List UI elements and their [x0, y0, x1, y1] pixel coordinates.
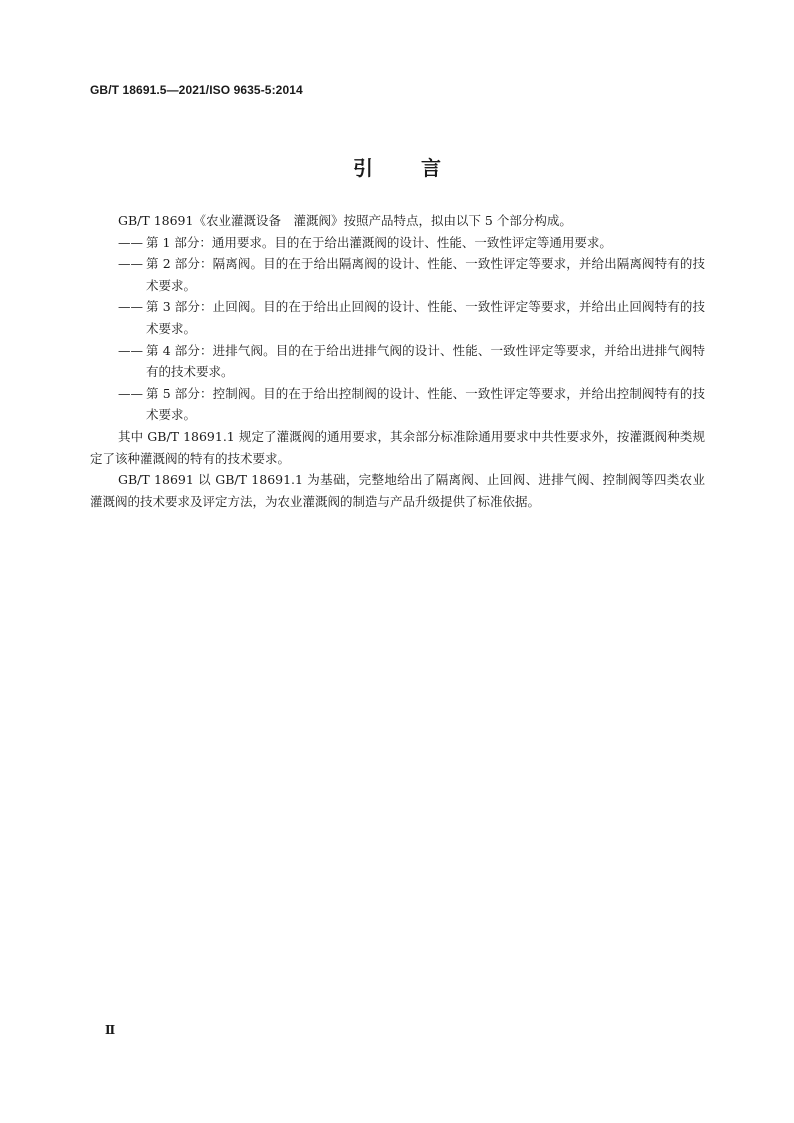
body-paragraph-3: GB/T 18691 以 GB/T 18691.1 为基础，完整地给出了隔离阀、止回阀、进排气阀、控制阀等四类农业灌溉阀的技术要求及评定方法，为农业灌溉阀的制造与产品升级提供了标准依据。: [90, 472, 705, 509]
document-body: [90, 210, 705, 512]
list-item-part-1: [90, 232, 705, 254]
list-dash: ——: [118, 256, 143, 272]
intro-paragraph: GB/T 18691《农业灌溉设备 灌溉阀》按照产品特点，拟由以下 5 个部分构成。: [118, 213, 572, 228]
list-dash: ——: [118, 385, 143, 401]
list-item-text: 第 3 部分：止回阀。目的在于给出止回阀的设计、性能、一致性评定等要求，并给出止回阀特有的技术要求。: [146, 299, 705, 336]
list-item-part-4: [90, 340, 705, 383]
list-item-text: 第 4 部分：进排气阀。目的在于给出进排气阀的设计、性能、一致性评定等要求，并给出进排气阀特有的技术要求。: [146, 342, 705, 380]
page-number: Ⅱ: [105, 1023, 116, 1037]
standard-number: GB/T 18691.5—2021/ISO 9635-5:2014: [90, 83, 303, 97]
list-dash: ——: [118, 299, 143, 315]
list-item-part-2: [90, 253, 705, 296]
list-item-text: 第 2 部分：隔离阀。目的在于给出隔离阀的设计、性能、一致性评定等要求，并给出隔离阀特有的技术要求。: [146, 256, 705, 293]
list-dash: ——: [118, 342, 143, 358]
list-dash: ——: [118, 234, 143, 250]
body-paragraph-2: 其中 GB/T 18691.1 规定了灌溉阀的通用要求，其余部分标准除通用要求中共性要求外，按灌溉阀种类规定了该种灌溉阀的特有的技术要求。: [90, 428, 705, 466]
list-item-part-3: [90, 296, 705, 339]
list-item-text: 第 1 部分：通用要求。目的在于给出灌溉阀的设计、性能、一致性评定等通用要求。: [146, 234, 612, 250]
page-title: 引言: [353, 156, 489, 180]
list-item-text: 第 5 部分：控制阀。目的在于给出控制阀的设计、性能、一致性评定等要求，并给出控制阀特有的技术要求。: [146, 385, 705, 423]
list-item-part-5: [90, 383, 705, 426]
